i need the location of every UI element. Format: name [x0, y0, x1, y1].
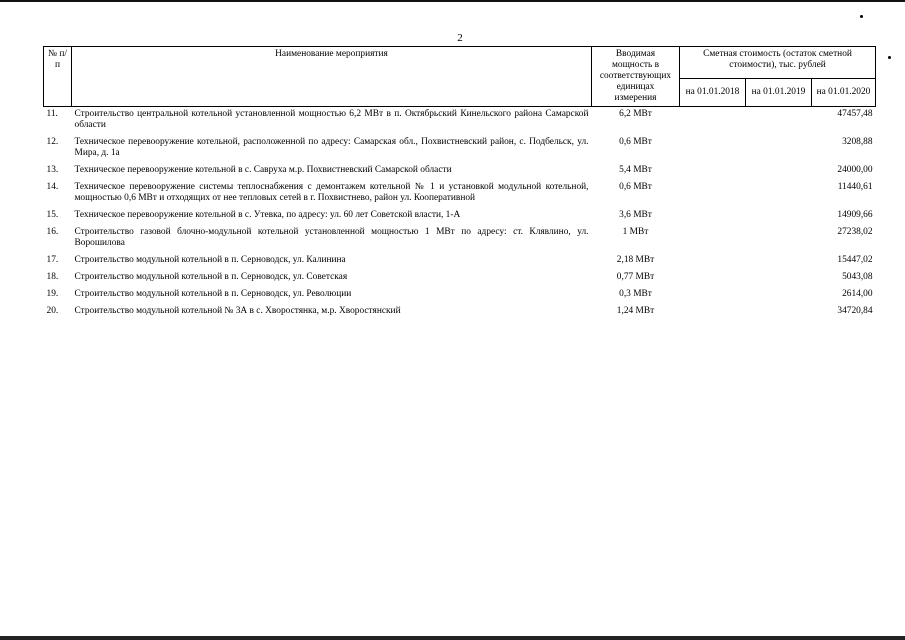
row-value-2020: 24000,00 — [837, 165, 873, 175]
row-value-2018 — [680, 163, 746, 180]
row-name: Техническое перевооружение котельной, расположенной по адресу: Самарская обл., Похвистневский район, с. Подбельск, ул. Мира, д. 1а — [74, 137, 589, 158]
row-capacity: 3,6 МВт — [619, 210, 652, 220]
header-num: № п/п — [44, 47, 72, 107]
table-row — [44, 287, 876, 304]
row-capacity: 0,77 МВт — [616, 272, 655, 282]
row-value-2020: 5043,08 — [842, 272, 873, 282]
page-number: 2 — [457, 32, 463, 44]
row-value-2018 — [680, 253, 746, 270]
table-row — [44, 253, 876, 270]
table-row — [44, 163, 876, 180]
row-number: 16. — [46, 227, 59, 237]
row-name: Техническое перевооружение котельной в с. Утевка, по адресу: ул. 60 лет Советской власти, 1-А — [74, 210, 461, 220]
table-row — [44, 225, 876, 253]
register-table — [43, 46, 876, 321]
row-value-2018 — [680, 225, 746, 253]
row-capacity: 1,24 МВт — [616, 306, 655, 316]
row-value-2018 — [680, 270, 746, 287]
row-value-2020: 2614,00 — [842, 289, 873, 299]
table-row — [44, 304, 876, 321]
row-number: 13. — [46, 165, 59, 175]
table-row — [44, 208, 876, 225]
row-capacity: 1 МВт — [622, 227, 649, 237]
scan-speck — [860, 15, 863, 18]
row-name: Строительство модульной котельной в п. Серноводск, ул. Советская — [74, 272, 348, 282]
row-value-2020: 15447,02 — [837, 255, 873, 265]
row-value-2018 — [680, 304, 746, 321]
header-date-2018: на 01.01.2018 — [680, 79, 746, 107]
scan-edge-top — [0, 0, 905, 2]
row-number: 14. — [46, 182, 59, 192]
row-value-2019 — [746, 270, 812, 287]
row-value-2018 — [680, 208, 746, 225]
row-value-2019 — [746, 208, 812, 225]
row-value-2020: 3208,88 — [842, 137, 873, 147]
row-name: Строительство модульной котельной в п. Серноводск, ул. Революции — [74, 289, 352, 299]
row-value-2019 — [746, 225, 812, 253]
row-capacity: 0,6 МВт — [619, 137, 652, 147]
table-row — [44, 180, 876, 208]
row-value-2018 — [680, 287, 746, 304]
table-header — [44, 47, 876, 107]
row-value-2019 — [746, 163, 812, 180]
header-name: Наименование мероприятия — [72, 47, 592, 107]
row-number: 11. — [46, 109, 58, 119]
header-date-2020: на 01.01.2020 — [812, 79, 876, 107]
header-cost-group: Сметная стоимость (остаток сметной стоимости), тыс. рублей — [680, 47, 876, 79]
table-body — [44, 107, 876, 322]
row-number: 18. — [46, 272, 59, 282]
row-value-2019 — [746, 287, 812, 304]
row-value-2018 — [680, 107, 746, 136]
row-value-2019 — [746, 253, 812, 270]
row-name: Строительство модульной котельной в п. Серноводск, ул. Калинина — [74, 255, 346, 265]
row-name: Строительство газовой блочно-модульной котельной установленной мощностью 1 МВт по адресу: ст. Клявлино, ул. Ворошилова — [74, 227, 589, 248]
row-capacity: 5,4 МВт — [619, 165, 652, 175]
row-number: 15. — [46, 210, 59, 220]
row-value-2019 — [746, 135, 812, 163]
row-name: Техническое перевооружение системы теплоснабжения с демонтажем котельной № 1 и установкой модульной котельной, мощностью 0,6 МВт и отходящих от нее тепловых сетей в г. Похвистнево, район ул. Кооперативной — [74, 182, 589, 203]
row-value-2019 — [746, 304, 812, 321]
table-row — [44, 135, 876, 163]
table-row — [44, 270, 876, 287]
row-value-2018 — [680, 135, 746, 163]
row-value-2020: 27238,02 — [837, 227, 873, 237]
row-name: Строительство центральной котельной установленной мощностью 6,2 МВт в п. Октябрьский Кинельского района Самарской области — [74, 109, 589, 130]
table-row — [44, 107, 876, 136]
row-number: 20. — [46, 306, 59, 316]
row-value-2020: 14909,66 — [837, 210, 873, 220]
row-name: Строительство модульной котельной № 3А в с. Хворостянка, м.р. Хворостянский — [74, 306, 401, 316]
row-capacity: 0,6 МВт — [619, 182, 652, 192]
row-capacity: 2,18 МВт — [616, 255, 655, 265]
row-capacity: 6,2 МВт — [619, 109, 652, 119]
row-value-2020: 34720,84 — [837, 306, 873, 316]
row-number: 17. — [46, 255, 59, 265]
row-value-2019 — [746, 180, 812, 208]
row-value-2020: 11440,61 — [837, 182, 873, 192]
scan-edge-bottom — [0, 636, 905, 640]
row-number: 19. — [46, 289, 59, 299]
row-number: 12. — [46, 137, 59, 147]
header-date-2019: на 01.01.2019 — [746, 79, 812, 107]
scan-speck — [888, 56, 891, 59]
row-value-2019 — [746, 107, 812, 136]
row-value-2020: 47457,48 — [837, 109, 873, 119]
header-capacity: Вводимая мощность в соответствующих единицах измерения — [592, 47, 680, 107]
row-capacity: 0,3 МВт — [619, 289, 652, 299]
row-value-2018 — [680, 180, 746, 208]
row-name: Техническое перевооружение котельной в с. Савруха м.р. Похвистневский Самарской области — [74, 165, 452, 175]
